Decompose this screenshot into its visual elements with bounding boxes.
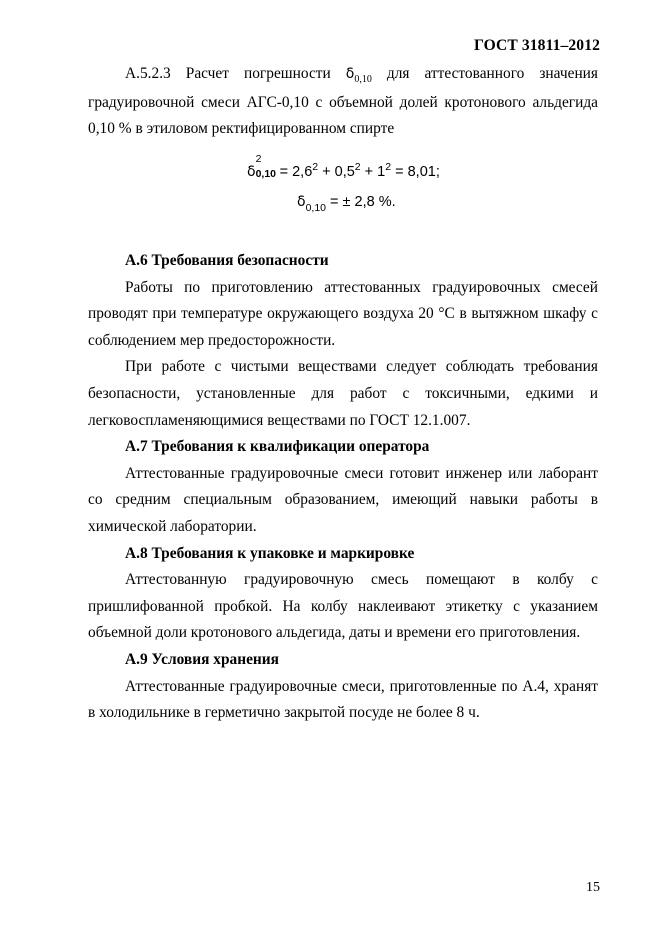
formula-delta-indices	[255, 152, 277, 180]
document-header: ГОСТ 31811–2012	[473, 37, 600, 54]
formula2-delta-symbol: δ	[297, 194, 306, 210]
formula-error	[297, 194, 396, 214]
section-a8-heading: А.8 Требования к упаковке и маркировке	[125, 544, 415, 562]
formula-term-a-sup: 2	[312, 161, 319, 173]
section-a7-paragraph-1: Аттестованные градуировочные смеси готовит инженер или лаборант со средним специальным образованием, имеющий навыки работы в химической лаборатории.	[88, 464, 598, 535]
calc-paragraph-end: для аттестованного значения градуировочной смеси АГС-0,10 с объемной долей кротонового альдегида 0,10 % в этиловом ректифицированном спирте	[88, 65, 598, 138]
calc-paragraph	[88, 61, 598, 143]
section-a8-paragraph-1: Аттестованную градуировочную смесь помещают в колбу с пришлифованной пробкой. На колбу наклеивают этикетку с указанием объемной доли кротонового альдегида, даты и времени его приготовления.	[88, 571, 598, 642]
page-number: 15	[586, 880, 600, 895]
section-a9-heading: А.9 Условия хранения	[125, 650, 279, 668]
formula-delta-sup: 2	[255, 152, 262, 165]
formula-delta-symbol: δ	[247, 163, 256, 180]
section-a9-paragraph-1: Аттестованные градуировочные смеси, приготовленные по А.4, хранят в холодильнике в герметично закрытой посуде не более 8 ч.	[88, 677, 598, 722]
formula-term-b-sup: 2	[354, 161, 361, 173]
formula-term-b: + 0,5	[318, 163, 355, 180]
calc-paragraph-start: А.5.2.3 Расчет погрешности	[125, 65, 346, 82]
sections-block	[88, 248, 598, 727]
section-a6-paragraph-1: Работы по приготовлению аттестованных градуировочных смесей проводят при температуре окружающего воздуха 20 °С в вытяжном шкафу с соблюдением мер предосторожности.	[88, 278, 598, 349]
formula-result: = 8,01;	[391, 163, 440, 180]
formula2-delta-sub: 0,10	[305, 202, 327, 214]
formula-delta-sub: 0,10	[255, 167, 277, 180]
delta-subscript: 0,10	[354, 74, 372, 85]
formula-term-a: = 2,6	[275, 163, 313, 180]
formula2-result: = ± 2,8 %.	[326, 194, 396, 210]
formula-term-c: + 1	[360, 163, 386, 180]
calc-section	[88, 61, 598, 143]
section-a6-paragraph-2: При работе с чистыми веществами следует соблюдать требования безопасности, установленные для работ с токсичными, едкими и легковоспламеняющимися веществами по ГОСТ 12.1.007.	[88, 358, 598, 429]
formula-term-c-sup: 2	[385, 161, 392, 173]
section-a7-heading: А.7 Требования к квалификации оператора	[125, 438, 430, 456]
formula-variance	[247, 152, 440, 180]
section-a6-heading: А.6 Требования безопасности	[125, 252, 329, 269]
delta-symbol: δ	[345, 66, 355, 82]
